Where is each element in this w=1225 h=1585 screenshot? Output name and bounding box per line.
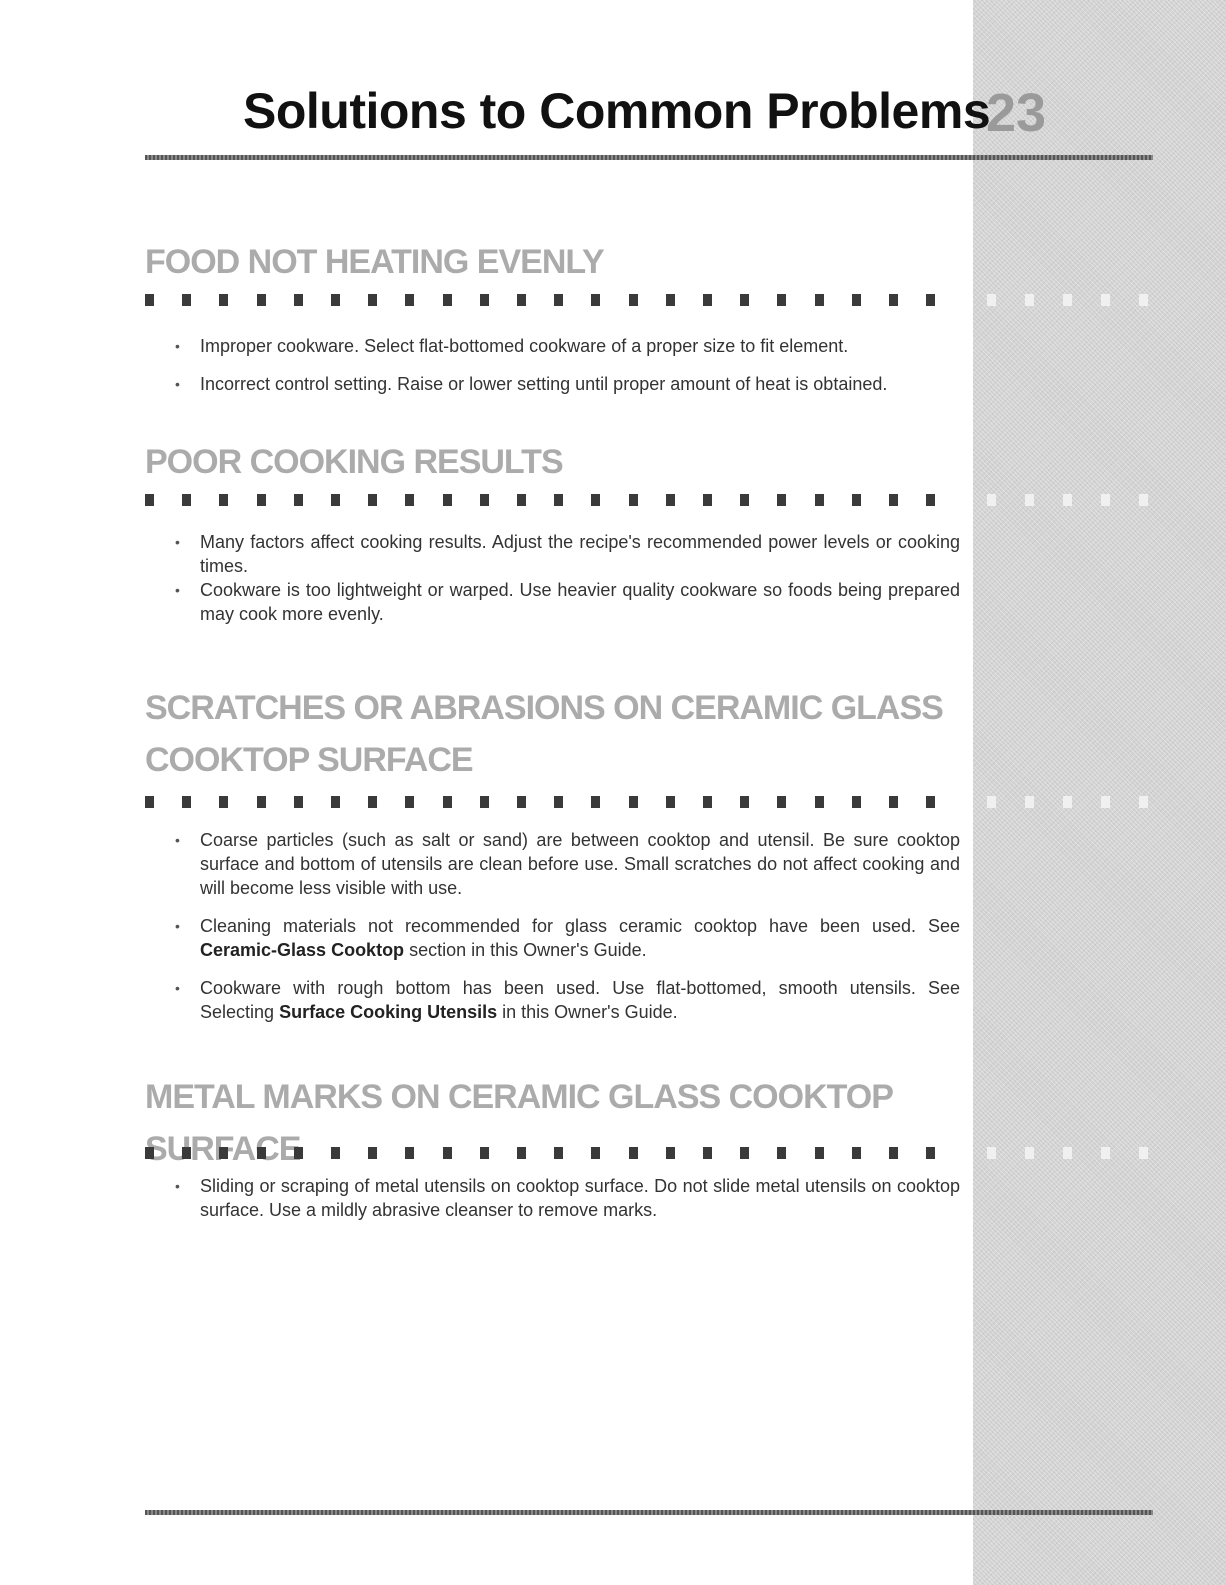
dot-divider [145,294,1155,306]
footer-rule [145,1510,1153,1515]
divider-dot [852,1147,861,1159]
divider-dot [294,796,303,808]
item-list [145,1174,960,1222]
bullet-icon: • [175,1178,180,1194]
divider-dot [1063,796,1072,808]
bullet-icon: • [175,338,180,354]
divider-dot [629,494,638,506]
divider-dot [926,494,935,506]
divider-dot [182,294,191,306]
section-scratches [145,682,960,1022]
divider-dot [852,494,861,506]
divider-dot [666,796,675,808]
item-text: Sliding or scraping of metal utensils on cooktop surface. Do not slide metal utensils on cooktop surface. Use a mildly abrasive cleanser to remove marks. [200,1176,960,1220]
section-heading: POOR COOKING RESULTS [145,443,563,481]
divider-dot [405,796,414,808]
item-bold-reference: Ceramic-Glass Cooktop [200,940,405,960]
divider-dot [182,494,191,506]
divider-dot [443,494,452,506]
list-item [145,372,960,396]
item-text: Many factors affect cooking results. Adjust the recipe's recommended power levels or cooking times. [200,532,960,576]
divider-dot [591,796,600,808]
divider-dot [666,294,675,306]
section-heading [145,682,960,786]
divider-dot [219,494,228,506]
divider-dot [889,494,898,506]
divider-dot [629,796,638,808]
item-text: in this Owner's Guide. [497,1002,678,1022]
divider-dot [145,796,154,808]
dot-divider [145,1147,1155,1159]
divider-dot [703,796,712,808]
list-item [145,530,960,578]
divider-dot [926,294,935,306]
divider-dot [219,294,228,306]
divider-dot [703,1147,712,1159]
divider-dot [1025,494,1034,506]
divider-dot [926,1147,935,1159]
list-item [145,578,960,626]
bullet-icon: • [175,582,180,598]
divider-dot [889,796,898,808]
divider-dot [219,1147,228,1159]
divider-dot [480,1147,489,1159]
divider-dot [740,294,749,306]
bullet-icon: • [175,832,180,848]
divider-dot [1063,294,1072,306]
divider-dot [1063,494,1072,506]
divider-dot [294,294,303,306]
item-text: Improper cookware. Select flat-bottomed cookware of a proper size to fit element. [200,336,849,356]
divider-dot [987,1147,996,1159]
divider-dot [331,1147,340,1159]
divider-dot [405,494,414,506]
divider-dot [257,1147,266,1159]
divider-dot [480,294,489,306]
section-poor-cooking [145,436,960,624]
divider-dot [443,1147,452,1159]
divider-dot [368,294,377,306]
divider-dot [257,796,266,808]
divider-dot [145,494,154,506]
bullet-icon: • [175,534,180,550]
item-text: section in this Owner's Guide. [404,940,647,960]
divider-dot [987,494,996,506]
item-text: Cookware is too lightweight or warped. Use heavier quality cookware so foods being prepared may cook more evenly. [200,580,960,624]
page-title: Solutions to Common Problems [243,83,991,139]
dot-divider [145,796,1155,808]
divider-dot [405,1147,414,1159]
divider-dot [629,1147,638,1159]
divider-dot [703,494,712,506]
bullet-icon: • [175,918,180,934]
divider-dot [1101,796,1110,808]
list-item [145,334,960,358]
divider-dot [145,1147,154,1159]
divider-dot [1139,796,1148,808]
divider-dot [294,1147,303,1159]
divider-dot [368,1147,377,1159]
divider-dot [740,494,749,506]
divider-dot [1101,1147,1110,1159]
divider-dot [703,294,712,306]
divider-dot [889,1147,898,1159]
divider-dot [257,294,266,306]
divider-dot [554,494,563,506]
item-list [145,334,960,396]
divider-dot [889,294,898,306]
divider-dot [145,294,154,306]
divider-dot [331,294,340,306]
divider-dot [815,294,824,306]
divider-dot [1025,796,1034,808]
divider-dot [443,796,452,808]
divider-dot [182,1147,191,1159]
bullet-icon: • [175,376,180,392]
item-text: Incorrect control setting. Raise or lower setting until proper amount of heat is obtained. [200,374,888,394]
divider-dot [987,796,996,808]
section-heading: METAL MARKS ON CERAMIC GLASS COOKTOP [145,1078,893,1116]
divider-dot [480,796,489,808]
item-text: Cleaning materials not recommended for glass ceramic cooktop have been used. See [200,916,960,936]
divider-dot [480,494,489,506]
divider-dot [368,494,377,506]
divider-dot [591,494,600,506]
list-item [145,976,960,1024]
list-item [145,828,960,900]
divider-dot [852,294,861,306]
divider-dot [443,294,452,306]
divider-dot [591,294,600,306]
divider-dot [777,796,786,808]
divider-dot [987,294,996,306]
divider-dot [1139,1147,1148,1159]
divider-dot [257,494,266,506]
divider-dot [852,796,861,808]
divider-dot [1025,1147,1034,1159]
divider-dot [777,1147,786,1159]
divider-dot [554,796,563,808]
divider-dot [517,796,526,808]
divider-dot [1063,1147,1072,1159]
divider-dot [1025,294,1034,306]
section-food-not-heating [145,236,960,394]
divider-dot [777,494,786,506]
divider-dot [740,796,749,808]
item-list [145,530,960,626]
divider-dot [331,494,340,506]
heading-line: SCRATCHES OR ABRASIONS ON CERAMIC GLASS [145,689,943,727]
list-item [145,914,960,962]
item-list [145,828,960,1024]
divider-dot [294,494,303,506]
item-text: Cookware with rough bottom has been used. Use flat-bottomed, smooth utensils. See Selecting [200,978,960,1022]
item-bold-reference: Surface Cooking Utensils [279,1002,498,1022]
divider-dot [1139,494,1148,506]
item-text: Coarse particles (such as salt or sand) are between cooktop and utensil. Be sure cooktop surface and bottom of utensils are clean before use. Small scratches do not affect cooking and will become less visible with use. [200,830,960,898]
divider-dot [1139,294,1148,306]
divider-dot [182,796,191,808]
divider-dot [591,1147,600,1159]
divider-dot [554,294,563,306]
divider-dot [666,494,675,506]
divider-dot [517,494,526,506]
list-item [145,1174,960,1222]
divider-dot [815,1147,824,1159]
page-number: 23 [986,83,1047,143]
bullet-icon: • [175,980,180,996]
divider-dot [405,294,414,306]
divider-dot [517,294,526,306]
divider-dot [926,796,935,808]
divider-dot [1101,494,1110,506]
heading-line: COOKTOP SURFACE [145,741,473,779]
divider-dot [331,796,340,808]
divider-dot [368,796,377,808]
section-metal-marks [145,1071,960,1220]
divider-dot [554,1147,563,1159]
divider-dot [1101,294,1110,306]
section-heading: FOOD NOT HEATING EVENLY [145,243,604,281]
divider-dot [815,494,824,506]
divider-dot [815,796,824,808]
divider-dot [740,1147,749,1159]
divider-dot [666,1147,675,1159]
divider-dot [517,1147,526,1159]
divider-dot [777,294,786,306]
side-tab-band [973,0,1225,1585]
divider-dot [629,294,638,306]
divider-dot [219,796,228,808]
dot-divider [145,494,1155,506]
header-rule [145,155,1153,160]
